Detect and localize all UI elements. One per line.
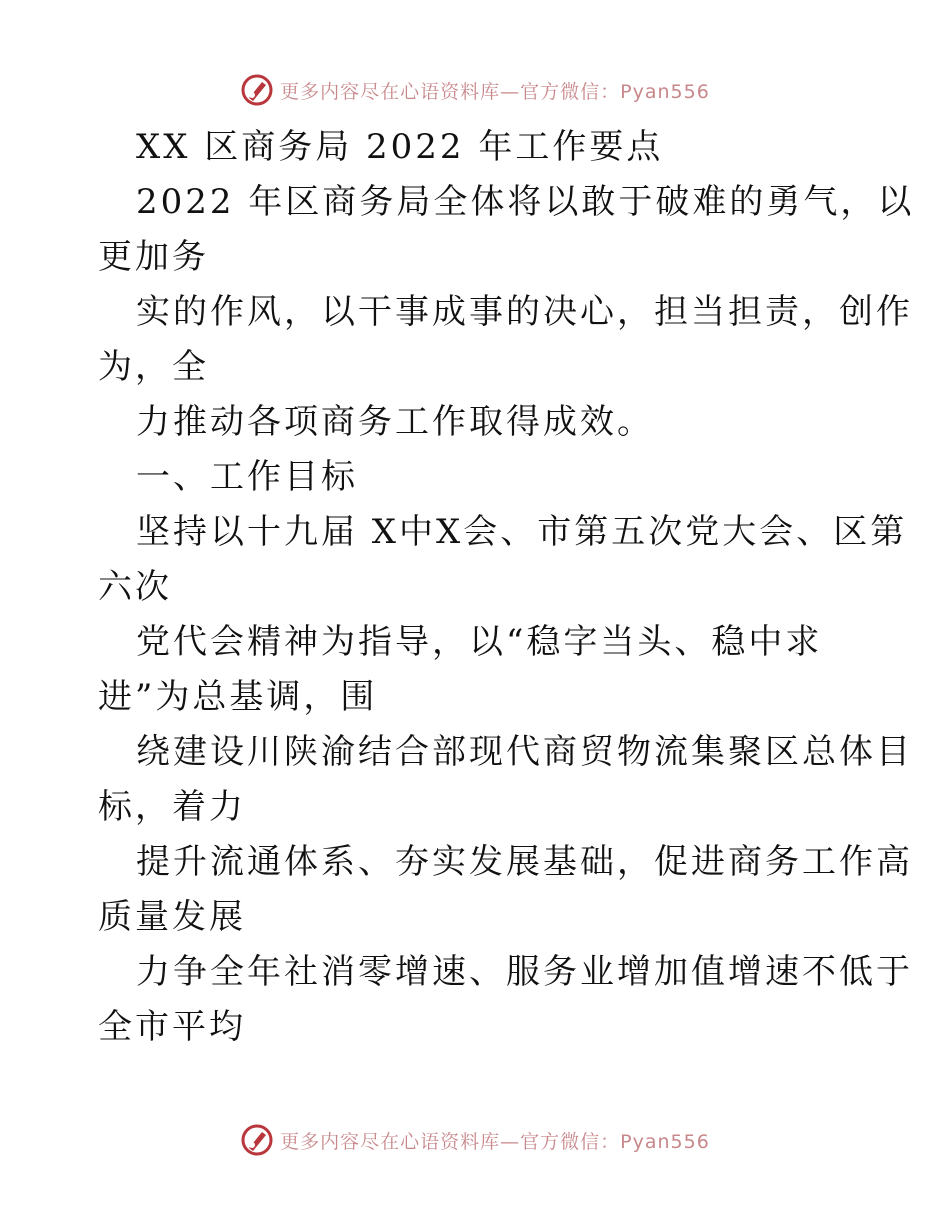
- text-line: 提升流通体系、夯实发展基础，促进商务工作高: [136, 842, 913, 882]
- text-line: 六次: [98, 567, 172, 607]
- text-line: 坚持以十九届 X中X会、市第五次党大会、区第: [136, 512, 908, 552]
- text-line: 力争全年社消零增速、服务业增加值增速不低于: [136, 952, 913, 992]
- pen-logo-icon: [240, 1123, 274, 1157]
- text-line: 标，着力: [98, 787, 246, 827]
- footer-watermark: [0, 1122, 950, 1158]
- text-line: 实的作风，以干事成事的决心，担当担责，创作: [136, 292, 913, 332]
- text-line: 进”为总基调，围: [98, 677, 378, 717]
- pen-logo-icon: [240, 73, 274, 107]
- text-line: 全市平均: [98, 1007, 246, 1047]
- watermark-text: 更多内容尽在心语资料库—官方微信：Pyan556: [280, 80, 710, 103]
- watermark-text: 更多内容尽在心语资料库—官方微信：Pyan556: [280, 1130, 710, 1153]
- header-watermark: [0, 72, 950, 108]
- text-line: 党代会精神为指导，以“稳字当头、稳中求: [136, 622, 823, 662]
- document-body: [98, 120, 915, 1055]
- text-line: 2022 年区商务局全体将以敢于破难的勇气，以: [136, 182, 915, 222]
- text-line: 一、工作目标: [136, 457, 358, 497]
- text-line: 更加务: [98, 237, 209, 277]
- text-line: XX 区商务局 2022 年工作要点: [136, 127, 664, 167]
- text-line: 质量发展: [98, 897, 246, 937]
- text-line: 力推动各项商务工作取得成效。: [136, 402, 654, 442]
- text-line: 绕建设川陕渝结合部现代商贸物流集聚区总体目: [136, 732, 913, 772]
- text-line: 为，全: [98, 347, 209, 387]
